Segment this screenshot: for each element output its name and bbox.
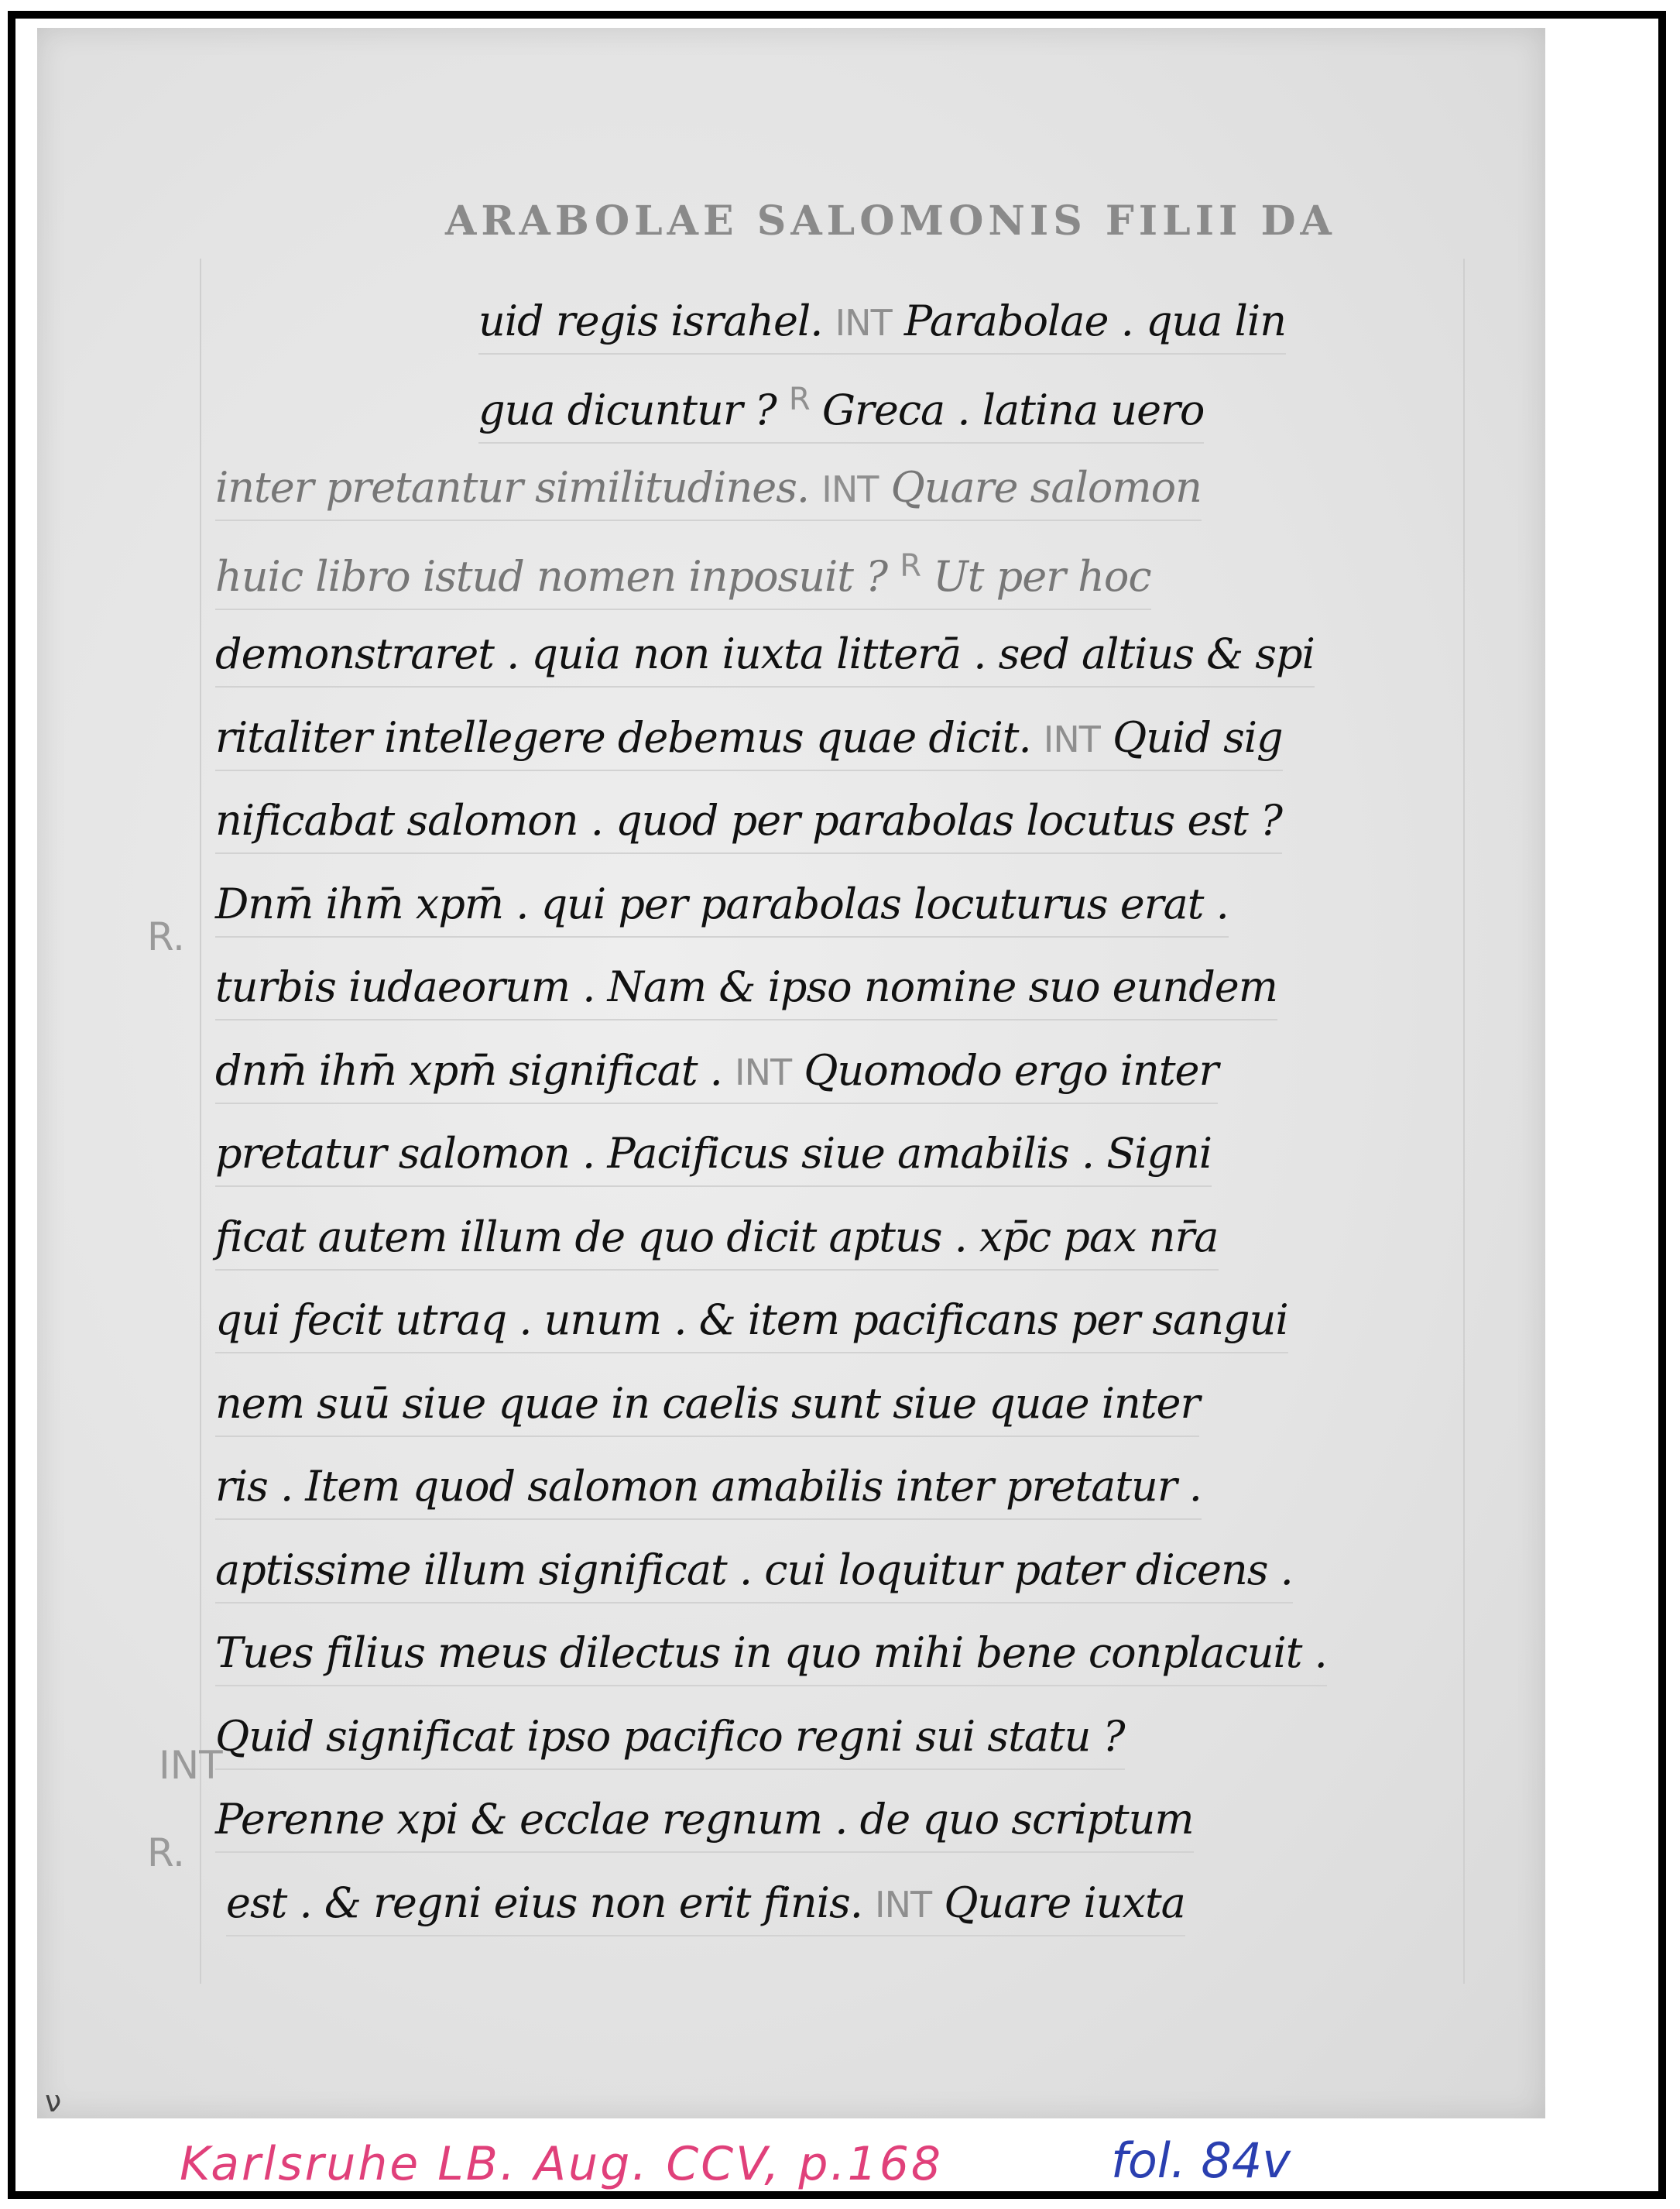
manuscript-line: Perenne xpi & ecclae regnum . de quo scriptum [215, 1799, 1194, 1853]
manuscript-line: nem suū siue quae in caelis sunt siue quae inter [215, 1383, 1199, 1437]
inline-rubric-int: INT [821, 468, 879, 510]
manuscript-line: pretatur salomon . Pacificus siue amabilis . Signi [215, 1133, 1212, 1187]
manuscript-line: est . & regni eius non erit finis. INT Quare iuxta [226, 1882, 1185, 1936]
manuscript-line: turbis iudaeorum . Nam & ipso nomine suo eundem [215, 966, 1277, 1020]
manuscript-line: huic libro istud nomen inposuit ? $^R$ Ut per hoc [215, 551, 1151, 610]
manuscript-line: dnm̄ ihm̄ xpm̄ significat . INT Quomodo ergo inter [215, 1050, 1218, 1104]
shelfmark-caption: Karlsruhe LB. Aug. CCV, p.168 [180, 2137, 944, 2191]
rubric-heading: ARABOLAE SALOMONIS FILII DA [445, 197, 1336, 245]
manuscript-line: aptissime illum significat . cui loquitur pater dicens . [215, 1549, 1293, 1604]
inline-rubric-int: INT [735, 1051, 792, 1093]
manuscript-line: Dnm̄ ihm̄ xpm̄ . qui per parabolas locuturus erat . [215, 883, 1229, 938]
manuscript-line: ris . Item quod salomon amabilis inter pretatur . [215, 1466, 1202, 1520]
manuscript-line: ritaliter intellegere debemus quae dicit. INT Quid sig [215, 717, 1283, 771]
manuscript-line: ficat autem illum de quo dicit aptus . xp̄c pax nr̄a [215, 1216, 1219, 1271]
manuscript-line: inter pretantur similitudines. INT Quare salomon [215, 467, 1202, 521]
manuscript-line: nificabat salomon . quod per parabolas locutus est ? [215, 800, 1282, 854]
manuscript-line: gua dicuntur ? $^R$ Greca . latina uero [478, 384, 1204, 444]
corner-pencil-mark: ν [45, 2084, 62, 2118]
manuscript-line: qui fecit utraq . unum . & item pacificans per sangui [215, 1299, 1288, 1353]
inline-rubric-r: R [900, 547, 921, 584]
margin-rubric-int: INT [159, 1743, 223, 1788]
folio-caption: fol. 84v [1111, 2132, 1291, 2189]
margin-rubric-r: R. [147, 1830, 185, 1875]
inline-rubric-int: INT [835, 302, 892, 344]
manuscript-line: Tues filius meus dilectus in quo mihi bene conplacuit . [215, 1632, 1327, 1686]
margin-rubric-r: R. [147, 914, 185, 959]
inline-rubric-int: INT [875, 1883, 932, 1926]
manuscript-line: Quid significat ipso pacifico regni sui statu ? [215, 1716, 1125, 1770]
manuscript-line: uid regis israhel. INT Parabolae . qua lin [478, 300, 1286, 355]
inline-rubric-r: R [788, 381, 810, 417]
inline-rubric-int: INT [1043, 718, 1100, 760]
manuscript-line: demonstraret . quia non iuxta litterā . sed altius & spi [215, 633, 1315, 688]
